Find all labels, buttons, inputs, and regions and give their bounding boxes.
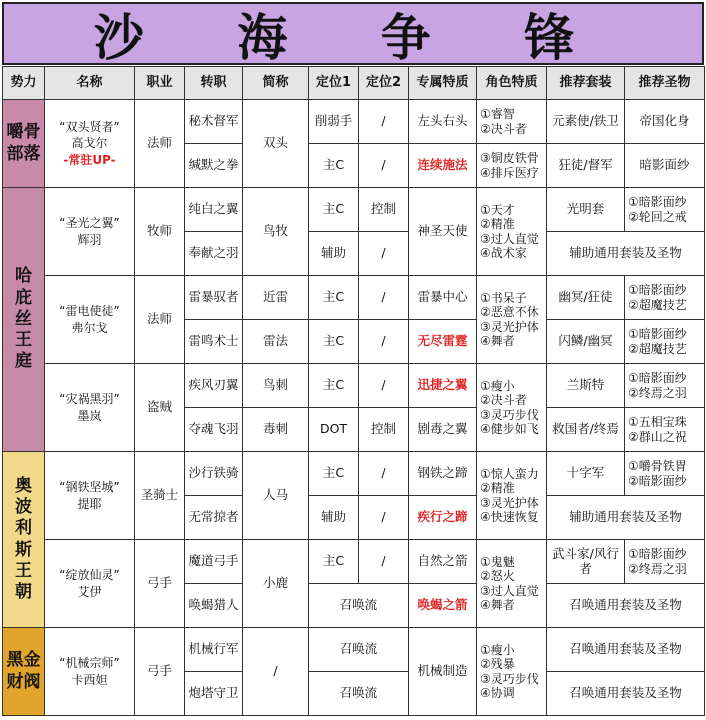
- header-cell: 转职: [185, 67, 243, 100]
- pos1-cell: 主C: [309, 188, 359, 232]
- traits-cell: ①瘦小 ②决斗者 ③灵巧步伐 ④健步如飞: [477, 364, 547, 452]
- short-cell: 鸟牧: [243, 188, 309, 276]
- up-badge: -常驻UP-: [63, 152, 116, 167]
- job-cell: 法师: [135, 100, 185, 188]
- hero-title: “双头贤者”: [59, 120, 120, 135]
- trait-cell: 钢铁之蹄: [409, 452, 477, 496]
- hero-name: 卡西妲: [71, 672, 108, 687]
- set-cell: 武斗家/风行者: [547, 540, 625, 584]
- pos2-cell: /: [359, 100, 409, 144]
- traits-cell: ①书呆子 ②恶意不休 ③灵光护体 ④舞者: [477, 276, 547, 364]
- page-title: 沙 海 争 锋: [2, 2, 704, 65]
- faction-name: 奥 波 利 斯 王 朝: [15, 475, 32, 602]
- table-row: [3, 276, 705, 320]
- hero-name: 弗尔戈: [71, 320, 108, 335]
- hero-name-cell: [45, 452, 135, 540]
- set-cell: 元素使/铁卫: [547, 100, 625, 144]
- traits-cell: ①天才 ②精准 ③过人直觉 ④战术家: [477, 188, 547, 276]
- pos1-cell: 主C: [309, 540, 359, 584]
- relic-cell: ①暗影面纱 ②终焉之羽: [625, 540, 705, 584]
- table-row: [3, 452, 705, 496]
- general-cell: 召唤通用套装及圣物: [547, 672, 705, 716]
- hero-name-cell: [45, 540, 135, 628]
- pos1-cell: 主C: [309, 452, 359, 496]
- trait-cell: 雷暴中心: [409, 276, 477, 320]
- pos1-cell: 主C: [309, 144, 359, 188]
- set-cell: 光明套: [547, 188, 625, 232]
- relic-cell: ①暗影面纱 ②超魔技艺: [625, 320, 705, 364]
- job-cell: 牧师: [135, 188, 185, 276]
- pos1-cell: 主C: [309, 276, 359, 320]
- class-cell: 缄默之拳: [185, 144, 243, 188]
- relic-cell: ①嚼骨铁胃 ②暗影面纱: [625, 452, 705, 496]
- trait-cell: 唤蝎之箭: [409, 584, 477, 628]
- hero-title: “钢铁坚城”: [59, 480, 120, 495]
- pos2-cell: /: [359, 496, 409, 540]
- traits-cell: ①鬼魅 ②怒火 ③过人直觉 ④舞者: [477, 540, 547, 628]
- general-cell: 召唤通用套装及圣物: [547, 584, 705, 628]
- hero-name: 提耶: [77, 496, 102, 511]
- class-cell: 纯白之翼: [185, 188, 243, 232]
- pos2-cell: /: [359, 320, 409, 364]
- job-cell: 弓手: [135, 540, 185, 628]
- short-cell: /: [243, 628, 309, 716]
- pos1-cell: 辅助: [309, 496, 359, 540]
- hero-name: 墨岚: [77, 408, 102, 423]
- hero-title: “圣光之翼”: [59, 216, 120, 231]
- hero-name-cell: [45, 276, 135, 364]
- table-row: [3, 540, 705, 584]
- pos1-cell: 主C: [309, 364, 359, 408]
- general-cell: 召唤通用套装及圣物: [547, 628, 705, 672]
- faction-cell: [3, 100, 45, 188]
- pos2-cell: /: [359, 452, 409, 496]
- set-cell: 幽冥/狂徒: [547, 276, 625, 320]
- class-cell: 秘术督军: [185, 100, 243, 144]
- pos2-cell: /: [359, 364, 409, 408]
- hero-title: “灾祸黑羽”: [59, 392, 120, 407]
- pos2-cell: 控制: [359, 188, 409, 232]
- faction-cell: [3, 628, 45, 716]
- header-cell: 推荐套装: [547, 67, 625, 100]
- pos2-cell: /: [359, 144, 409, 188]
- short-cell: 鸟刺: [243, 364, 309, 408]
- class-cell: 雷暴驭者: [185, 276, 243, 320]
- hero-name: 艾伊: [77, 584, 102, 599]
- trait-cell: 迅捷之翼: [409, 364, 477, 408]
- header-cell: 推荐圣物: [625, 67, 705, 100]
- pos1-cell: 辅助: [309, 232, 359, 276]
- trait-cell: 神圣天使: [409, 188, 477, 276]
- class-cell: 奉献之羽: [185, 232, 243, 276]
- set-cell: 十字军: [547, 452, 625, 496]
- header-cell: 定位2: [359, 67, 409, 100]
- table-row: [3, 188, 705, 232]
- pos2-cell: /: [359, 540, 409, 584]
- header-cell: 势力: [3, 67, 45, 100]
- hero-table: [2, 66, 705, 716]
- faction-name: 哈 庇 丝 王 庭: [15, 266, 32, 372]
- pos1-cell: 削弱手: [309, 100, 359, 144]
- class-cell: 疾风刃翼: [185, 364, 243, 408]
- pos-cell: 召唤流: [309, 672, 409, 716]
- class-cell: 夺魂飞羽: [185, 408, 243, 452]
- relic-cell: 帝国化身: [625, 100, 705, 144]
- pos-cell: 召唤流: [309, 628, 409, 672]
- traits-cell: ①睿智 ②决斗者: [477, 100, 547, 144]
- pos2-cell: /: [359, 232, 409, 276]
- table-row: [3, 628, 705, 672]
- header-cell: 简称: [243, 67, 309, 100]
- set-cell: 兰斯特: [547, 364, 625, 408]
- faction-cell: [3, 452, 45, 628]
- trait-cell: 连续施法: [409, 144, 477, 188]
- hero-title: “雷电使徒”: [59, 304, 120, 319]
- hero-name: 辉羽: [77, 232, 102, 247]
- set-cell: 狂徒/督军: [547, 144, 625, 188]
- hero-name: 高戈尔: [71, 136, 108, 151]
- short-cell: 双头: [243, 100, 309, 188]
- faction-name: 嚼骨 部落: [6, 122, 41, 164]
- class-cell: 炮塔守卫: [185, 672, 243, 716]
- relic-cell: ①暗影面纱 ②轮回之戒: [625, 188, 705, 232]
- set-cell: 救国者/终焉: [547, 408, 625, 452]
- pos2-cell: /: [359, 276, 409, 320]
- job-cell: 法师: [135, 276, 185, 364]
- header-cell: 名称: [45, 67, 135, 100]
- class-cell: 魔道弓手: [185, 540, 243, 584]
- hero-name-cell: [45, 188, 135, 276]
- short-cell: 毒刺: [243, 408, 309, 452]
- trait-cell: 剧毒之翼: [409, 408, 477, 452]
- trait-cell: 无尽雷霆: [409, 320, 477, 364]
- hero-name-cell: [45, 628, 135, 716]
- traits-cell: ③铜皮铁骨 ④排斥医疗: [477, 144, 547, 188]
- hero-name-cell: [45, 100, 135, 188]
- relic-cell: 暗影面纱: [625, 144, 705, 188]
- header-cell: 职业: [135, 67, 185, 100]
- relic-cell: ①五相宝珠 ②群山之祝: [625, 408, 705, 452]
- trait-cell: 左头右头: [409, 100, 477, 144]
- traits-cell: ①瘦小 ②残暴 ③灵巧步伐 ④协调: [477, 628, 547, 716]
- header-row: [3, 67, 705, 100]
- pos-cell: 召唤流: [309, 584, 409, 628]
- header-cell: 专属特质: [409, 67, 477, 100]
- trait-cell: 自然之箭: [409, 540, 477, 584]
- short-cell: 近雷: [243, 276, 309, 320]
- pos2-cell: 控制: [359, 408, 409, 452]
- faction-name: 黑金 财阀: [6, 650, 41, 692]
- traits-cell: ①惊人蛮力 ②精准 ③灵光护体 ④快速恢复: [477, 452, 547, 540]
- set-cell: 闪鳞/幽冥: [547, 320, 625, 364]
- short-cell: 雷法: [243, 320, 309, 364]
- trait-cell: 机械制造: [409, 628, 477, 716]
- trait-cell: 疾行之蹄: [409, 496, 477, 540]
- short-cell: 人马: [243, 452, 309, 540]
- hero-name-cell: [45, 364, 135, 452]
- header-cell: 角色特质: [477, 67, 547, 100]
- hero-title: “绽放仙灵”: [59, 568, 120, 583]
- table-row: [3, 100, 705, 144]
- class-cell: 无常掠者: [185, 496, 243, 540]
- short-cell: 小鹿: [243, 540, 309, 628]
- job-cell: 弓手: [135, 628, 185, 716]
- pos1-cell: 主C: [309, 320, 359, 364]
- hero-title: “机械宗师”: [59, 656, 120, 671]
- general-cell: 辅助通用套装及圣物: [547, 232, 705, 276]
- class-cell: 唤蝎猎人: [185, 584, 243, 628]
- job-cell: 盗贼: [135, 364, 185, 452]
- job-cell: 圣骑士: [135, 452, 185, 540]
- table-row: [3, 364, 705, 408]
- pos1-cell: DOT: [309, 408, 359, 452]
- relic-cell: ①暗影面纱 ②终焉之羽: [625, 364, 705, 408]
- class-cell: 雷鸣术士: [185, 320, 243, 364]
- general-cell: 辅助通用套装及圣物: [547, 496, 705, 540]
- class-cell: 沙行铁骑: [185, 452, 243, 496]
- header-cell: 定位1: [309, 67, 359, 100]
- faction-cell: [3, 188, 45, 452]
- class-cell: 机械行军: [185, 628, 243, 672]
- relic-cell: ①暗影面纱 ②超魔技艺: [625, 276, 705, 320]
